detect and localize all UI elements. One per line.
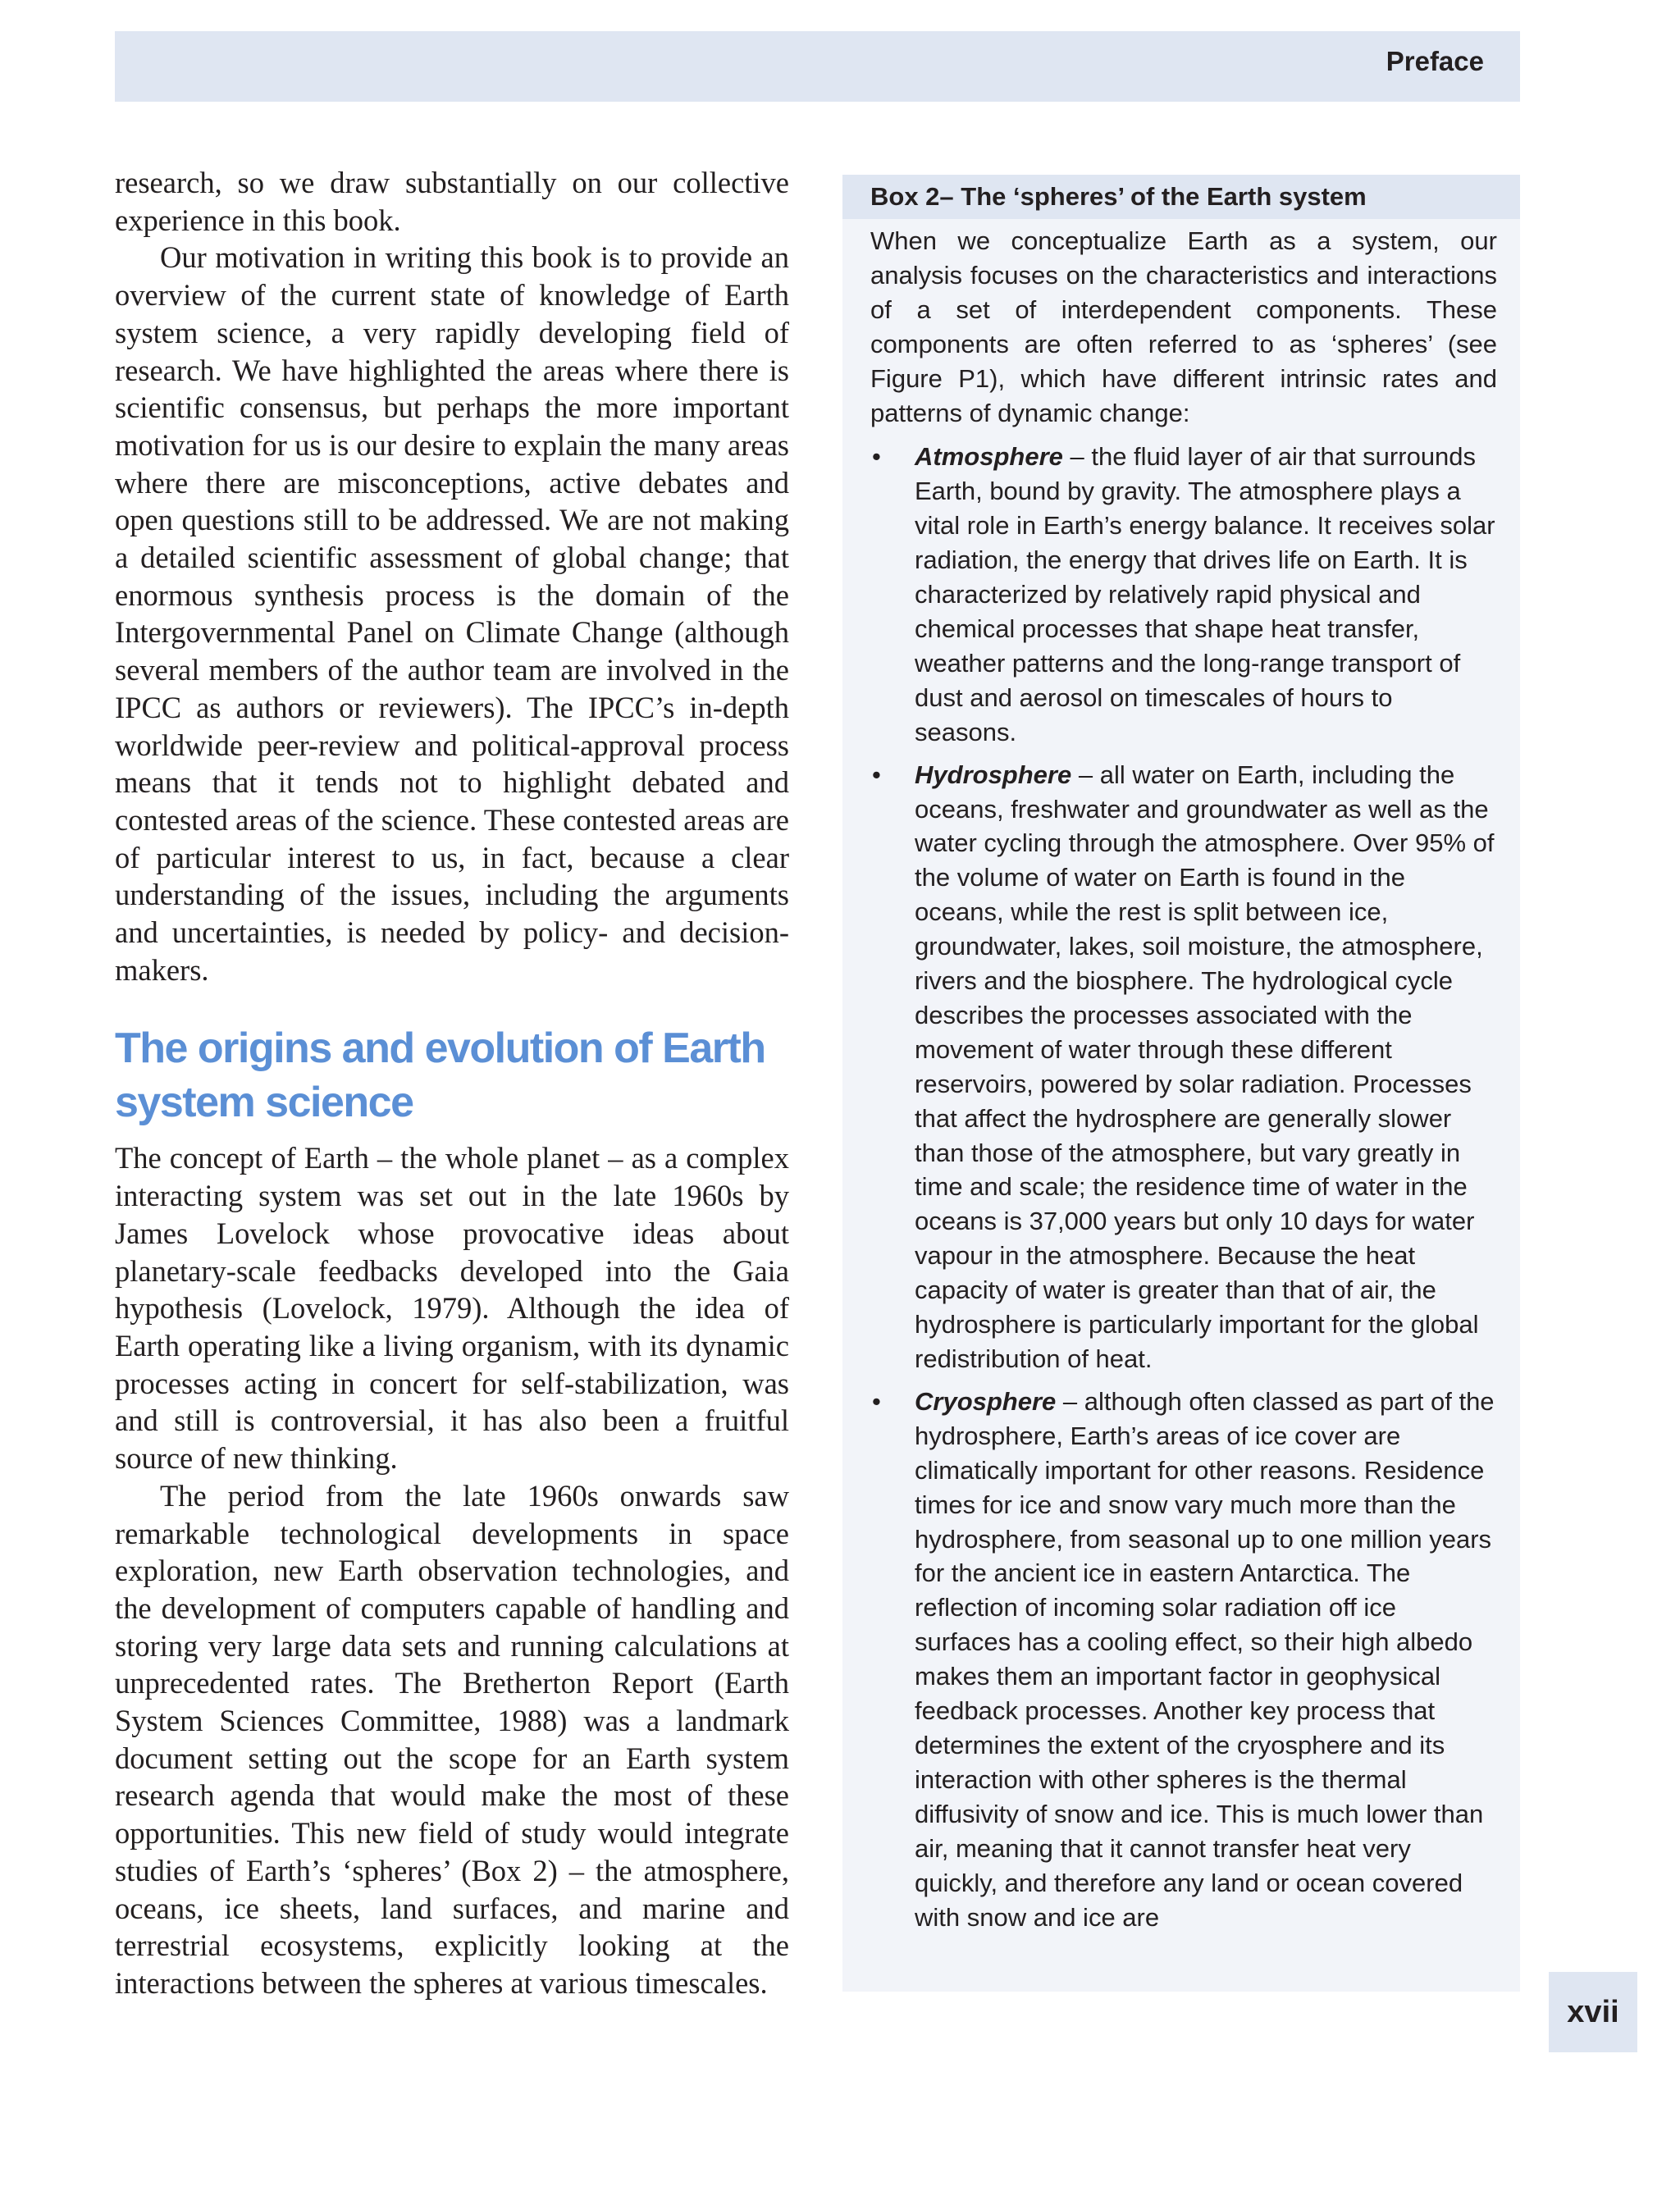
list-item: [870, 1385, 1497, 1935]
body-paragraph: research, so we draw substantially on our collective experience in this book.: [115, 166, 789, 237]
bullet-icon: •: [872, 442, 881, 472]
body-paragraph: The concept of Earth – the whole planet – as a complex interacting system was set out in the late 1960s by James Lovelock whose provocative ideas about planetary-scale feedbacks developed into the Gaia hypothesis (Lovelock, 1979). Although the idea of Earth operating like a living organism, with its dynamic processes acting in concert for self-stabilization, was and still is controversial, it has also been a fruitful source of new thinking.: [115, 1141, 789, 1476]
section-heading: The origins and evolution of Earth system science: [115, 1025, 765, 1127]
term-description: – although often classed as part of the hydrosphere, Earth’s areas of ice cover are climatically important for other reasons. Residence times for ice and snow vary much more than the hydrosphere, from seasonal up to one million years for the ancient ice in eastern Antarctica. The reflection of incoming solar radiation off ice surfaces has a cooling effect, so their high albedo makes them an important factor in geophysical feedback processes. Another key process that determines the extent of the cryosphere and its interaction with other spheres is the thermal diffusivity of snow and ice. This is much lower than air, meaning that it cannot transfer heat very quickly, and therefore any land or ocean covered with snow and ice are: [915, 1386, 1495, 1932]
running-header-title: Preface: [1386, 46, 1484, 76]
box-intro: When we conceptualize Earth as a system, our analysis focuses on the characteristics and interactions of a set of interdependent components. These components are often referred to as ‘spheres’ (see Figure P1), which have different intrinsic rates and patterns of dynamic change:: [870, 226, 1497, 427]
sidebar-box: [842, 175, 1520, 1992]
body-paragraph: Our motivation in writing this book is to provide an overview of the current state of knowledge of Earth system science, a very rapidly developing field of research. We have highlighted the areas where there is scientific consensus, but perhaps the more important motivation for us is our desire to explain the many areas where there are misconceptions, active debates and open questions still to be addressed. We are not making a detailed scientific assessment of global change; that enormous synthesis process is the domain of the Intergovernmental Panel on Climate Change (although several members of the author team are involved in the IPCC as authors or reviewers). The IPCC’s in-depth worldwide peer-review and political-approval process means that it tends not to highlight debated and contested areas of the science. These contested areas are of particular interest to us, in fact, because a clear understanding of the issues, including the arguments and uncertainties, is needed by policy- and decision-makers.: [115, 240, 789, 987]
body-paragraph: The period from the late 1960s onwards saw remarkable technological developments in space exploration, new Earth observation technologies, and the development of computers capable of handling and storing very large data sets and running calculations at unprecedented rates. The Bretherton Report (Earth System Sciences Committee, 1988) was a landmark document setting out the scope for an Earth system research agenda that would make the most of these opportunities. This new field of study would integrate studies of Earth’s ‘spheres’ (Box 2) – the atmosphere, oceans, ice sheets, land surfaces, and marine and terrestrial ecosystems, explicitly looking at the interactions between the spheres at various timescales.: [115, 1478, 789, 2000]
bullet-icon: •: [872, 1386, 881, 1416]
spheres-list: [870, 440, 1497, 1934]
page-number-tab: [1549, 1972, 1637, 2052]
left-column: [115, 164, 789, 2002]
box-title: Box 2– The ‘spheres’ of the Earth system: [842, 175, 1520, 219]
list-item: [870, 440, 1497, 749]
term-cryosphere: Cryosphere: [915, 1386, 1057, 1416]
term-description: – all water on Earth, including the oceans, freshwater and groundwater as well as the water cycling through the atmosphere. Over 95% of the volume of water on Earth is found in the oceans, while the rest is split between ice, groundwater, lakes, soil moisture, the atmosphere, rivers and the biosphere. The hydrological cycle describes the processes associated with the movement of water through these different reservoirs, powered by solar radiation. Processes that affect the hydrosphere are generally slower than those of the atmosphere, but vary greatly in time and scale; the residence time of water in the oceans is 37,000 years but only 10 days for water vapour in the atmosphere. Because the heat capacity of water is greater than that of air, the hydrosphere is particularly important for the global redistribution of heat.: [915, 760, 1495, 1373]
term-hydrosphere: Hydrosphere: [915, 760, 1072, 789]
running-header: [115, 31, 1520, 102]
term-atmosphere: Atmosphere: [915, 442, 1063, 472]
box-body: [842, 219, 1520, 1934]
list-item: [870, 758, 1497, 1376]
page-number: xvii: [1567, 1995, 1619, 2029]
term-description: – the fluid layer of air that surrounds Earth, bound by gravity. The atmosphere plays a vital role in Earth’s energy balance. It receives solar radiation, the energy that drives life on Earth. It is characterized by relatively rapid physical and chemical processes that shape heat transfer, weather patterns and the long-range transport of dust and aerosol on timescales of hours to seasons.: [915, 442, 1495, 746]
bullet-icon: •: [872, 760, 881, 789]
